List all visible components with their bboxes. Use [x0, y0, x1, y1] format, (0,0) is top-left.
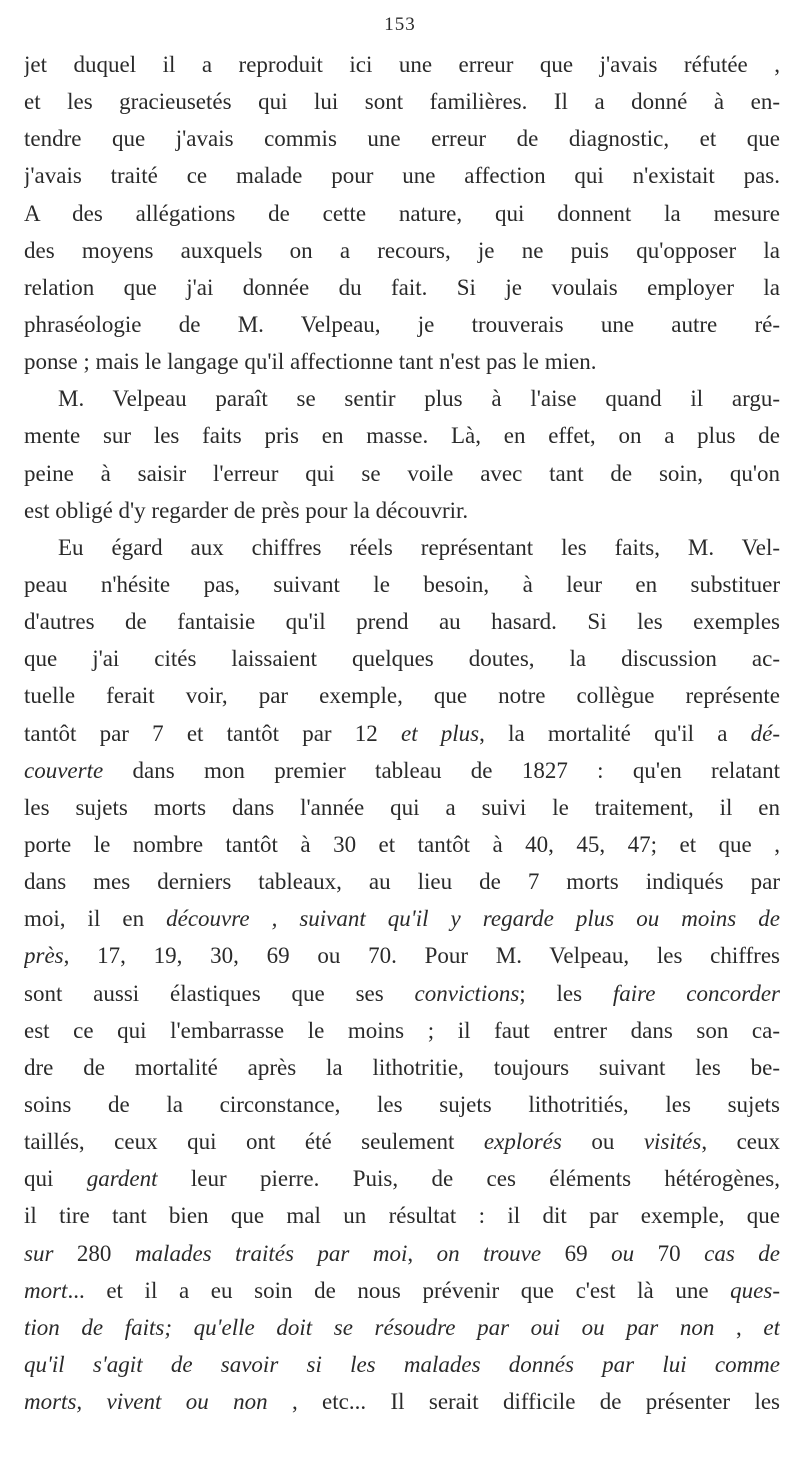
text-line: [24, 1309, 780, 1346]
text-segment: Eu égard aux chiffres réels représentant les faits, M. Vel-: [58, 534, 780, 560]
text-line: [24, 677, 780, 714]
text-segment: ,: [407, 1240, 437, 1266]
text-segment: , ceux: [701, 1129, 780, 1155]
text-segment: ou: [561, 1129, 644, 1155]
text-line: [24, 1123, 780, 1160]
text-segment: ; les: [519, 980, 613, 1006]
text-segment: dre de mortalité après la lithotritie, toujours suivant les be-: [24, 1054, 780, 1080]
italic-text: visités: [643, 1129, 702, 1155]
text-segment: est ce qui l'embarrasse le moins ; il faut entrer dans son ca-: [24, 1017, 780, 1043]
text-segment: tantôt par 7 et tantôt par 12: [24, 720, 401, 746]
text-line: [24, 640, 780, 677]
italic-text: convictions: [414, 980, 520, 1006]
text-segment: peine à saisir l'erreur qui se voile avec tant de soin, qu'on: [24, 460, 780, 486]
text-line: [24, 120, 780, 157]
text-segment: taillés, ceux qui ont été seulement: [24, 1129, 484, 1155]
italic-text: qu'il s'agit de savoir si les malades donnés par lui comme: [24, 1351, 780, 1377]
text-line: [24, 1235, 780, 1272]
text-segment: , etc... Il serait difficile de présenter les: [267, 1389, 780, 1415]
text-line: [24, 46, 780, 83]
text-line: [24, 195, 780, 232]
italic-text: découvre , suivant qu'il y regarde plus ou moins de: [166, 906, 780, 932]
italic-text: près: [24, 943, 64, 969]
text-segment: ponse ; mais le langage qu'il affectionne tant n'est pas le mien.: [24, 349, 597, 375]
italic-text: ques-: [730, 1277, 780, 1303]
body-text: [24, 46, 780, 1420]
text-line: [24, 417, 780, 454]
page-number: 153: [384, 14, 416, 35]
text-segment: ... et il a eu soin de nous prévenir que c'est là une: [67, 1277, 731, 1303]
italic-text: couverte: [24, 757, 104, 783]
text-line: [24, 269, 780, 306]
text-segment: les sujets morts dans l'année qui a suivi le traitement, il en: [24, 794, 780, 820]
text-segment: sont aussi élastiques que ses: [24, 980, 415, 1006]
text-line: [24, 455, 780, 492]
italic-text: tion de faits; qu'elle doit se résoudre par oui ou par non: [24, 1314, 715, 1340]
text-line: [24, 1086, 780, 1123]
text-segment: M. Velpeau paraît se sentir plus à l'aise quand il argu-: [58, 386, 780, 412]
text-line: [24, 529, 780, 566]
text-line: [24, 1160, 780, 1197]
italic-text: gardent: [86, 1166, 158, 1192]
text-segment: j'avais traité ce malade pour une affection qui n'existait pas.: [24, 163, 780, 189]
text-line: [24, 232, 780, 269]
text-line: [24, 789, 780, 826]
italic-text: malades traités par moi: [134, 1240, 408, 1266]
text-line: [24, 83, 780, 120]
text-line: [24, 566, 780, 603]
italic-text: ou: [611, 1240, 635, 1266]
italic-text: explorés: [483, 1129, 562, 1155]
text-line: [24, 826, 780, 863]
text-segment: moi, il en: [24, 906, 167, 932]
text-line: [24, 1012, 780, 1049]
text-segment: des moyens auxquels on a recours, je ne puis qu'opposer la: [24, 237, 780, 263]
text-line: [24, 900, 780, 937]
italic-text: on trouve: [436, 1240, 542, 1266]
text-segment: d'autres de fantaisie qu'il prend au hasard. Si les exemples: [24, 609, 780, 635]
text-line: [24, 157, 780, 194]
text-segment: 70: [634, 1240, 705, 1266]
text-segment: il tire tant bien que mal un résultat : il dit par exemple, que: [24, 1203, 780, 1229]
italic-text: cas de: [704, 1240, 780, 1266]
text-line: [24, 975, 780, 1012]
italic-text: faire concorder: [612, 980, 780, 1006]
text-segment: est obligé d'y regarder de près pour la découvrir.: [24, 497, 469, 523]
text-line: [24, 937, 780, 974]
text-segment: A des allégations de cette nature, qui donnent la mesure: [24, 200, 780, 226]
text-segment: 280: [53, 1240, 135, 1266]
text-segment: , 17, 19, 30, 69 ou 70. Pour M. Velpeau, les chiffres: [63, 943, 780, 969]
text-line: [24, 603, 780, 640]
italic-text: et: [763, 1314, 780, 1340]
text-segment: qui: [24, 1166, 87, 1192]
text-segment: tuelle ferait voir, par exemple, que notre collègue représente: [24, 683, 780, 709]
text-line: [24, 380, 780, 417]
text-segment: que j'ai cités laissaient quelques doutes, la discussion ac-: [24, 646, 780, 672]
italic-text: mort: [24, 1277, 68, 1303]
text-segment: phraséologie de M. Velpeau, je trouverais une autre ré-: [24, 311, 780, 337]
text-segment: dans mon premier tableau de 1827 : qu'en relatant: [103, 757, 780, 783]
text-segment: soins de la circonstance, les sujets lithotritiés, les sujets: [24, 1091, 780, 1117]
text-line: [24, 1346, 780, 1383]
text-segment: relation que j'ai donnée du fait. Si je voulais employer la: [24, 274, 780, 300]
italic-text: dé-: [750, 720, 780, 746]
text-line: [24, 752, 780, 789]
text-segment: jet duquel il a reproduit ici une erreur que j'avais réfutée ,: [24, 52, 780, 77]
text-segment: ,: [714, 1314, 764, 1340]
text-line: [24, 715, 780, 752]
text-segment: 69: [541, 1240, 612, 1266]
text-segment: leur pierre. Puis, de ces éléments hétérogènes,: [157, 1166, 780, 1192]
italic-text: et plus: [400, 720, 480, 746]
italic-text: morts, vivent ou non: [24, 1389, 268, 1415]
text-segment: mente sur les faits pris en masse. Là, en effet, on a plus de: [24, 423, 780, 449]
text-line: [24, 492, 780, 529]
text-segment: peau n'hésite pas, suivant le besoin, à leur en substituer: [24, 571, 780, 597]
text-line: [24, 306, 780, 343]
text-line: [24, 1049, 780, 1086]
text-segment: , la mortalité qu'il a: [479, 720, 751, 746]
text-line: [24, 343, 780, 380]
text-line: [24, 1197, 780, 1234]
text-segment: tendre que j'avais commis une erreur de diagnostic, et que: [24, 126, 780, 152]
text-line: [24, 1272, 780, 1309]
text-segment: porte le nombre tantôt à 30 et tantôt à 40, 45, 47; et que ,: [24, 831, 780, 857]
text-line: [24, 863, 780, 900]
text-line: [24, 1383, 780, 1420]
text-segment: et les gracieusetés qui lui sont familières. Il a donné à en-: [24, 89, 780, 115]
text-segment: dans mes derniers tableaux, au lieu de 7 morts indiqués par: [24, 869, 780, 895]
italic-text: sur: [24, 1240, 54, 1266]
